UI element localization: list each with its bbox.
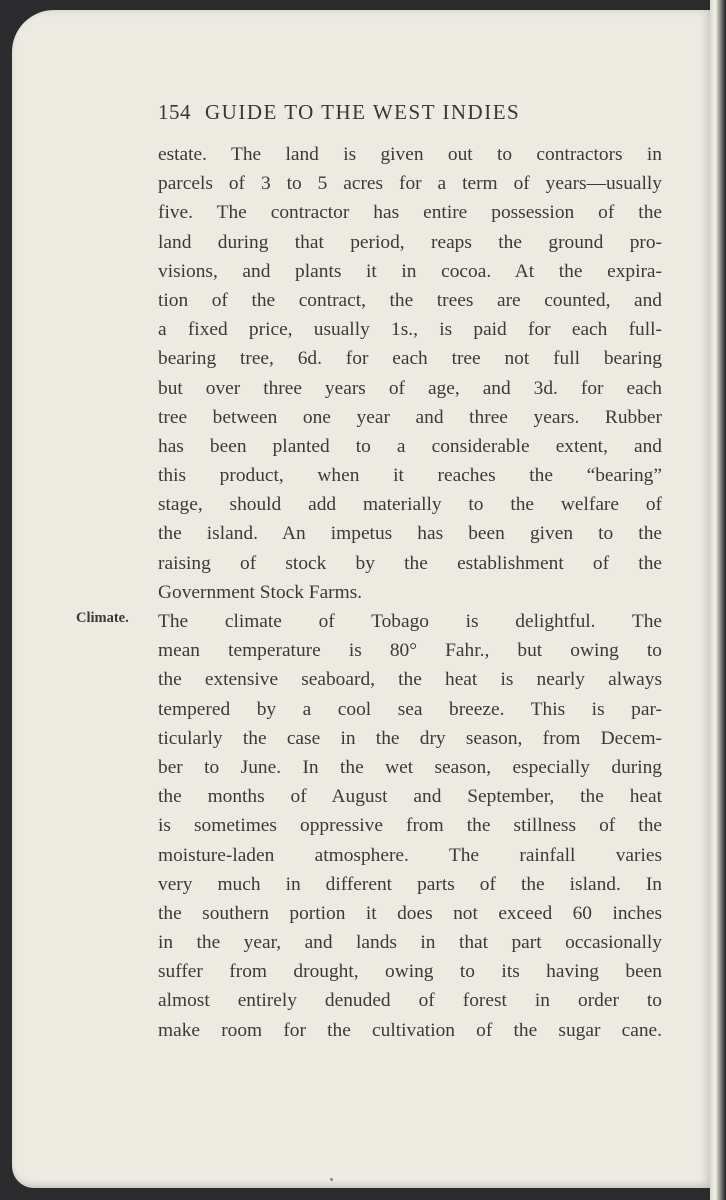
book-spine-edge [710, 0, 726, 1200]
text-line: suffer from drought, owing to its having been [158, 961, 662, 983]
text-line: but over three years of age, and 3d. for each [158, 377, 662, 399]
text-line: Government Stock Farms. [158, 581, 363, 603]
paper-page [12, 10, 712, 1188]
body-text [158, 140, 662, 1045]
margin-note-climate: Climate. [76, 610, 129, 626]
text-line: tion of the contract, the trees are counted, and [158, 289, 662, 311]
text-line: the southern portion it does not exceed 60 inches [158, 902, 662, 924]
text-line: in the year, and lands in that part occasionally [158, 932, 662, 954]
text-line: mean temperature is 80° Fahr., but owing to [158, 640, 662, 662]
text-line: very much in different parts of the island. In [158, 873, 662, 895]
text-line: the island. An impetus has been given to the [158, 523, 662, 545]
running-header [158, 100, 628, 125]
text-line: almost entirely denuded of forest in order to [158, 990, 662, 1012]
text-line: ber to June. In the wet season, especially during [158, 756, 662, 778]
text-line: tempered by a cool sea breeze. This is par- [158, 698, 662, 720]
text-line: the months of August and September, the heat [158, 786, 662, 808]
text-line: a fixed price, usually 1s., is paid for each full- [158, 319, 662, 341]
running-title: GUIDE TO THE WEST INDIES [205, 100, 521, 124]
text-line: The climate of Tobago is delightful. The [158, 611, 662, 632]
text-line: estate. The land is given out to contractors in [158, 144, 662, 165]
text-line: is sometimes oppressive from the stillness of the [158, 815, 662, 837]
text-line: moisture-laden atmosphere. The rainfall varies [158, 844, 662, 866]
text-line: stage, should add materially to the welfare of [158, 494, 662, 516]
text-line: land during that period, reaps the ground pro- [158, 231, 662, 253]
text-line: ticularly the case in the dry season, from Decem- [158, 727, 662, 749]
text-line: five. The contractor has entire possession of the [158, 202, 662, 224]
text-line: make room for the cultivation of the sugar cane. [158, 1019, 662, 1041]
paper-speck [330, 1178, 333, 1181]
page-number: 154 [158, 100, 191, 124]
text-line: raising of stock by the establishment of the [158, 552, 662, 574]
text-line: tree between one year and three years. Rubber [158, 406, 662, 428]
text-line: parcels of 3 to 5 acres for a term of years—usually [158, 173, 662, 195]
text-line: the extensive seaboard, the heat is nearly always [158, 669, 662, 691]
text-line: visions, and plants it in cocoa. At the expira- [158, 260, 662, 282]
text-line: this product, when it reaches the “bearing” [158, 465, 662, 487]
text-line: bearing tree, 6d. for each tree not full bearing [158, 348, 662, 370]
text-line: has been planted to a considerable extent, and [158, 435, 662, 457]
